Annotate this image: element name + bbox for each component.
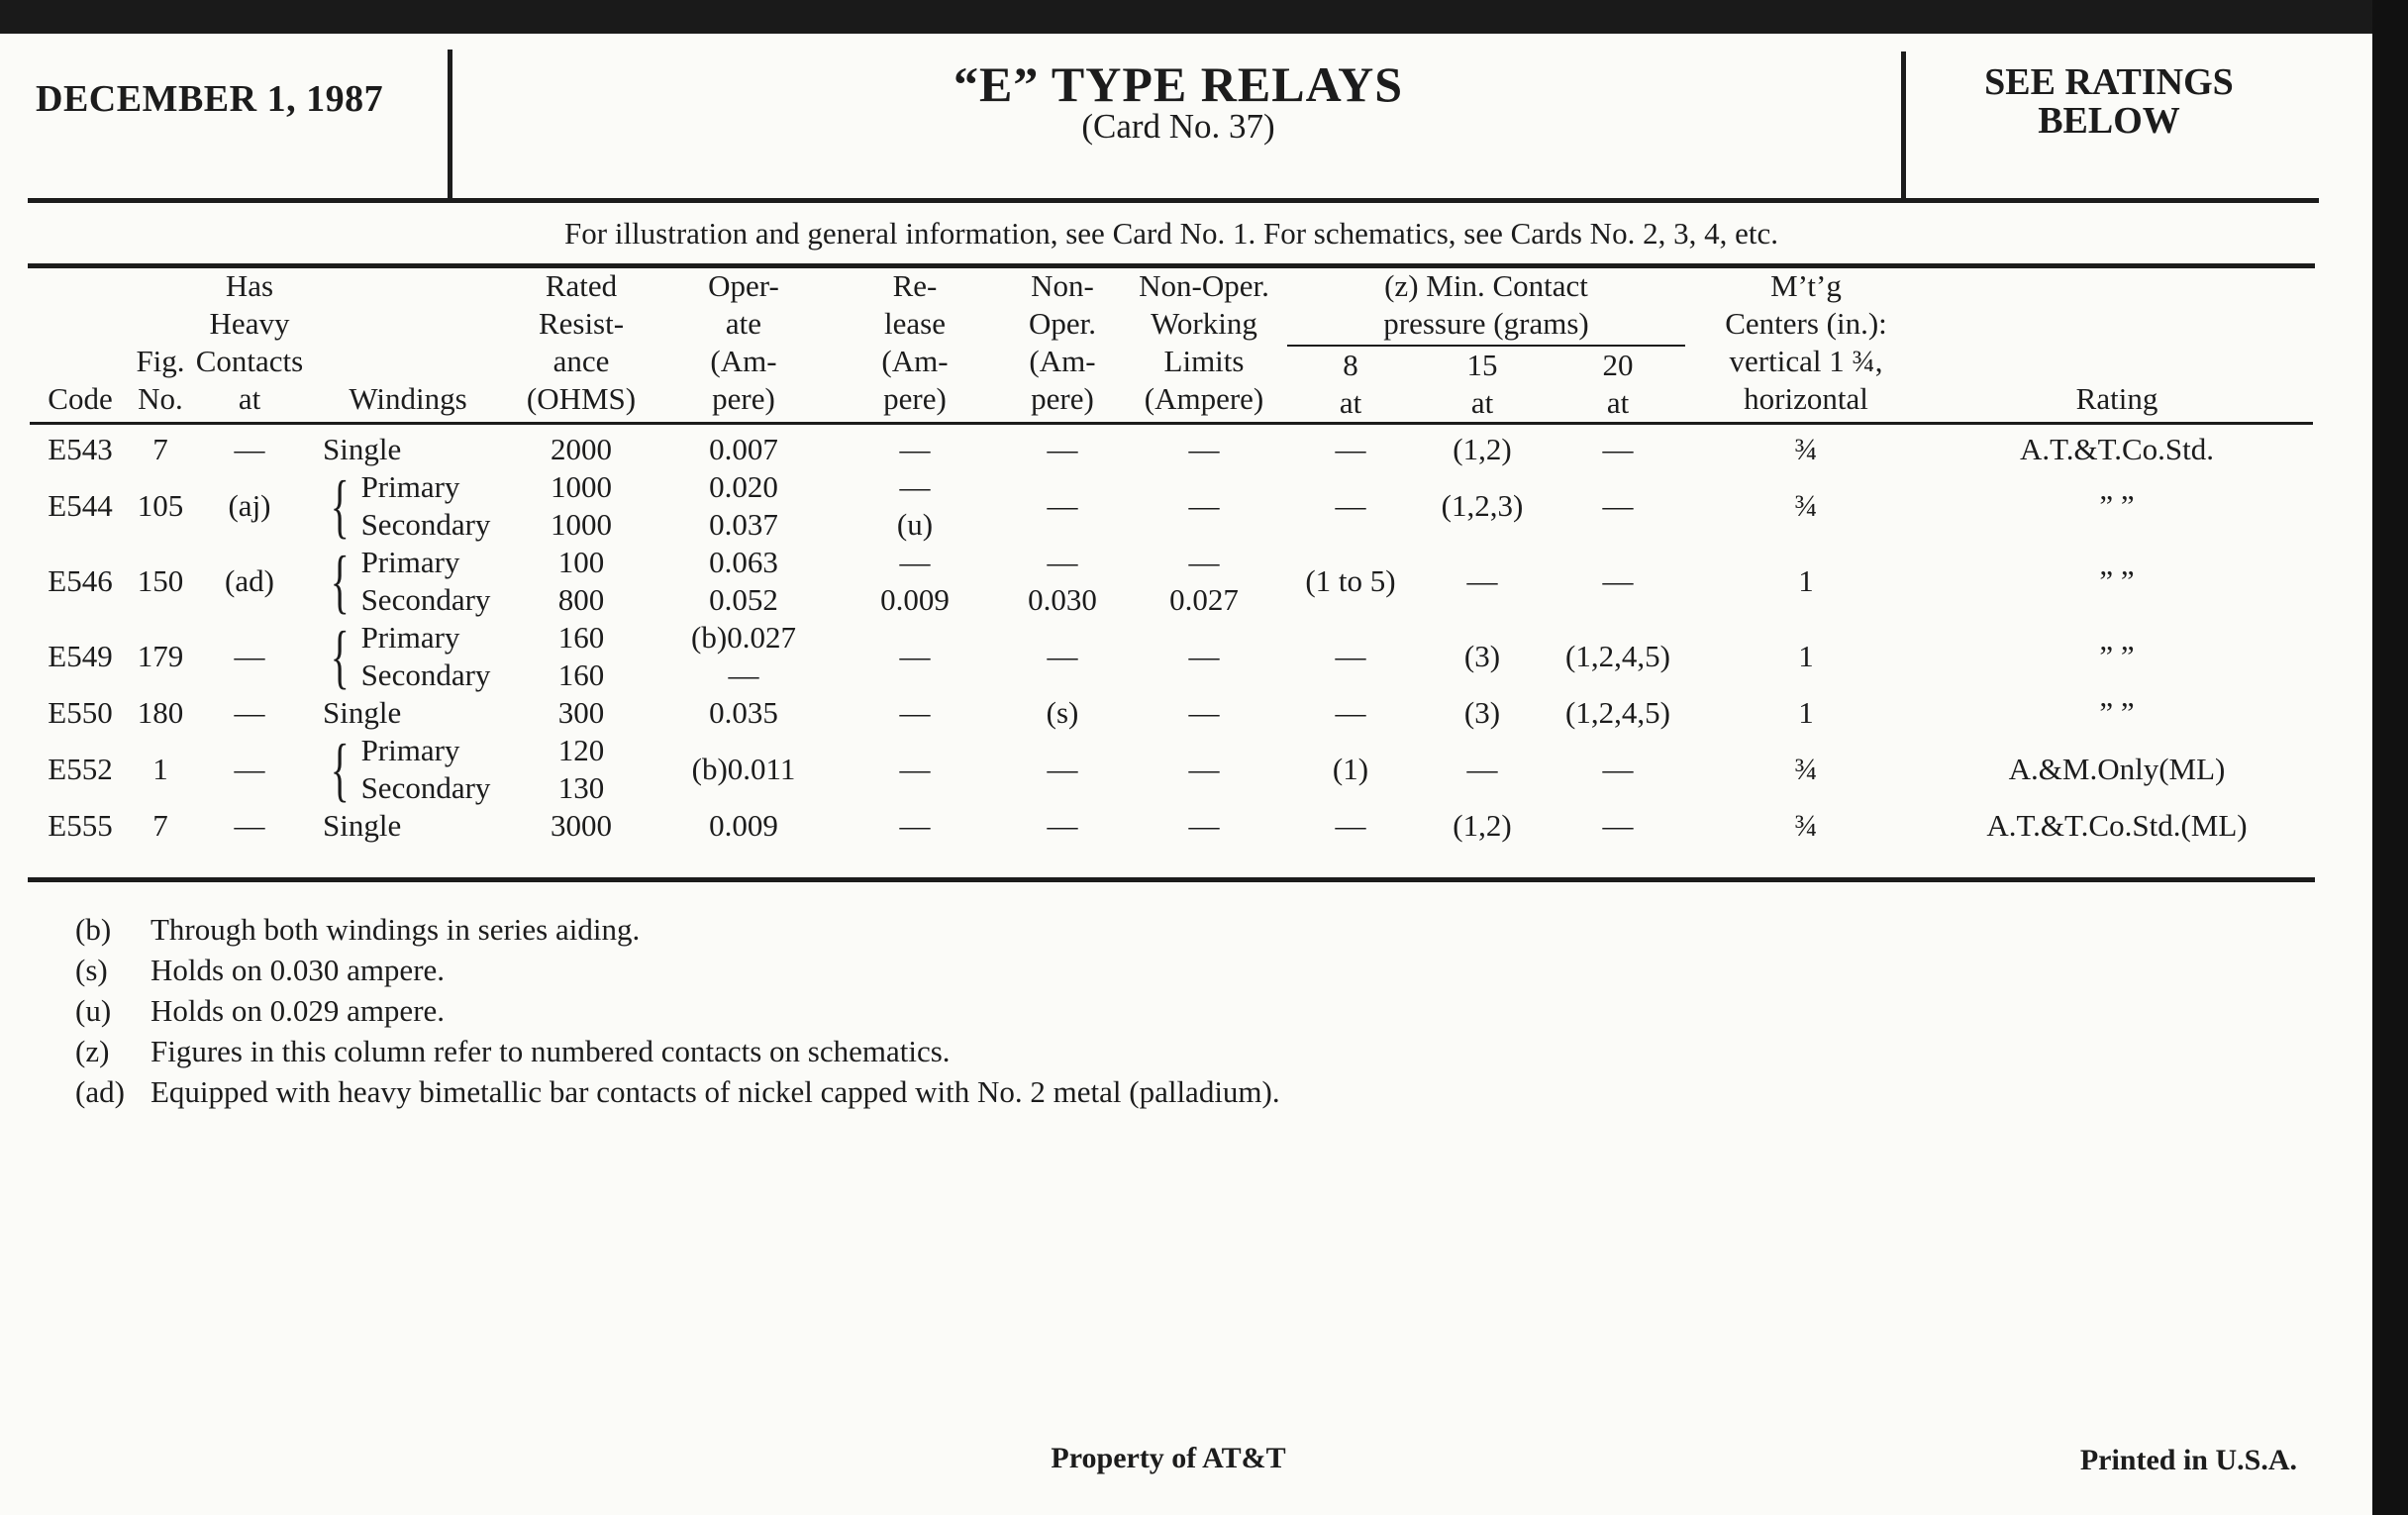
header-divider-right — [1901, 51, 1906, 200]
cell-release: — — [899, 639, 931, 673]
col-nonoper: Non- Oper. (Am- pere) — [1028, 268, 1096, 416]
cell-p20: — — [1602, 808, 1634, 843]
cell-contacts: — — [234, 639, 265, 673]
footnotes — [75, 909, 1280, 1112]
cell-mounting: ¾ — [1794, 808, 1818, 843]
footnote-ad: (ad) Equipped with heavy bimetallic bar contacts of nickel capped with No. 2 metal (palladium). — [75, 1074, 1280, 1109]
footnote-z: (z) Figures in this column refer to numbered contacts on schematics. — [75, 1034, 951, 1068]
cell-mounting: 1 — [1798, 563, 1814, 598]
header-ratings-line2: BELOW — [2038, 100, 2180, 142]
cell-windings: { Primary Secondary — [330, 617, 491, 696]
cell-p8: — — [1335, 639, 1366, 673]
cell-p8: (1 to 5) — [1305, 563, 1396, 598]
cell-operate: 0.007 — [709, 432, 778, 466]
cell-resistance: 300 — [557, 695, 605, 730]
cell-release: — — [899, 752, 931, 786]
cell-code: E555 — [48, 808, 113, 843]
col-mounting: M’t’g Centers (in.): vertical 1 ¾, horizontal — [1725, 268, 1887, 416]
header-date: DECEMBER 1, 1987 — [36, 78, 384, 120]
cell-nonoper: — — [1047, 488, 1078, 523]
cell-fig: 179 — [137, 639, 184, 673]
cell-operate: 0.009 — [709, 808, 778, 843]
cell-resistance: 160 160 — [557, 620, 605, 692]
cell-contacts: — — [234, 752, 265, 786]
cell-nonoper: (s) — [1046, 695, 1079, 730]
header-subtitle: (Card No. 37) — [1081, 107, 1275, 146]
cell-code: E552 — [48, 752, 113, 786]
cell-working: — — [1188, 639, 1220, 673]
cell-windings: { Primary Secondary — [330, 466, 491, 546]
cell-rating: ” ” — [2099, 695, 2135, 730]
cell-code: E546 — [48, 563, 113, 598]
cell-windings: Single — [323, 808, 402, 843]
cell-rating: ” ” — [2099, 488, 2135, 523]
cell-p20: (1,2,4,5) — [1565, 639, 1670, 673]
footer-printed: Printed in U.S.A. — [2079, 1444, 2297, 1476]
col-p20: 20 at — [1602, 348, 1634, 420]
cell-windings: { Primary Secondary — [330, 730, 491, 809]
cell-working: — — [1188, 695, 1220, 730]
col-windings: Windings — [349, 381, 467, 416]
table-row — [30, 424, 2313, 469]
cell-rating: ” ” — [2099, 563, 2135, 598]
cell-contacts: — — [234, 432, 265, 466]
table-row — [30, 694, 2313, 732]
cell-contacts: (aj) — [228, 488, 271, 523]
col-p15: 15 at — [1466, 348, 1498, 420]
footnote-u: (u) Holds on 0.029 ampere. — [75, 993, 446, 1028]
col-working: Non-Oper. Working Limits (Ampere) — [1139, 268, 1269, 416]
cell-resistance: 2000 — [551, 432, 612, 466]
relays-table — [30, 267, 2313, 849]
col-operate: Oper- ate (Am- pere) — [708, 268, 779, 416]
cell-fig: 7 — [152, 808, 168, 843]
table-bottom-rule — [28, 877, 2315, 882]
cell-p15: — — [1466, 563, 1498, 598]
cell-working: — — [1188, 488, 1220, 523]
cell-mounting: 1 — [1798, 695, 1814, 730]
cell-nonoper: — — [1047, 639, 1078, 673]
col-contacts: Has Heavy Contacts at — [195, 268, 304, 416]
cell-resistance: 3000 — [551, 808, 612, 843]
cell-rating: A.T.&T.Co.Std. — [2019, 432, 2215, 466]
cell-fig: 180 — [137, 695, 184, 730]
col-code: Code — [48, 381, 113, 416]
cell-p8: — — [1335, 488, 1366, 523]
cell-nonoper: — — [1047, 808, 1078, 843]
cell-fig: 105 — [137, 488, 184, 523]
scan-edge — [2372, 0, 2408, 1515]
brace-glyph: { — [330, 542, 350, 621]
brace-glyph: { — [330, 466, 350, 546]
footnote-b: (b) Through both windings in series aiding. — [75, 912, 641, 947]
cell-mounting: ¾ — [1794, 488, 1818, 523]
header-ratings — [1911, 63, 2307, 141]
table-row — [30, 732, 2313, 807]
cell-release: — — [899, 808, 931, 843]
cell-fig: 150 — [137, 563, 184, 598]
header-divider-left — [448, 50, 452, 198]
cell-p8: — — [1335, 695, 1366, 730]
cell-windings: Single — [323, 695, 402, 730]
cell-p15: (1,2) — [1453, 432, 1512, 466]
col-rating: Rating — [2075, 381, 2158, 416]
cell-p8: — — [1335, 432, 1366, 466]
cell-operate: (b)0.011 — [691, 752, 796, 786]
cell-working: — — [1188, 752, 1220, 786]
col-pressure-group — [1281, 267, 1691, 424]
table-row — [30, 619, 2313, 694]
brace-glyph: { — [330, 617, 350, 696]
cell-mounting: ¾ — [1794, 752, 1818, 786]
cell-code: E544 — [48, 488, 113, 523]
cell-contacts: (ad) — [225, 563, 274, 598]
cell-operate: 0.035 — [709, 695, 778, 730]
brace-glyph: { — [330, 730, 350, 809]
info-line: For illustration and general information, see Card No. 1. For schematics, see Cards No. 2, 3, 4, etc. — [564, 216, 1778, 251]
cell-release: — — [899, 695, 931, 730]
table-header-row — [30, 267, 2313, 424]
cell-contacts: — — [234, 695, 265, 730]
footnote-s: (s) Holds on 0.030 ampere. — [75, 953, 446, 987]
table-row — [30, 468, 2313, 544]
cell-code: E550 — [48, 695, 113, 730]
cell-release: — (u) — [896, 469, 934, 542]
col-p8: 8 at — [1339, 348, 1362, 420]
pressure-group-subtitle: pressure (grams) — [1287, 305, 1685, 347]
cell-p20: — — [1602, 488, 1634, 523]
cell-rating: A.&M.Only(ML) — [2008, 752, 2226, 786]
cell-resistance: 120 130 — [557, 733, 605, 805]
cell-windings: { Primary Secondary — [330, 542, 491, 621]
cell-fig: 7 — [152, 432, 168, 466]
cell-p20: (1,2,4,5) — [1565, 695, 1670, 730]
cell-p8: — — [1335, 808, 1366, 843]
cell-working: — — [1188, 432, 1220, 466]
col-resistance: Rated Resist- ance (OHMS) — [526, 268, 637, 416]
table-row — [30, 807, 2313, 849]
cell-windings: Single — [323, 432, 402, 466]
cell-p20: — — [1602, 563, 1634, 598]
cell-resistance: 1000 1000 — [551, 469, 612, 542]
cell-fig: 1 — [152, 752, 168, 786]
cell-working: — — [1188, 808, 1220, 843]
cell-operate: (b)0.027 — — [691, 620, 796, 692]
cell-release: — 0.009 — [880, 545, 950, 617]
col-fig: Fig. No. — [136, 344, 185, 416]
table-row — [30, 544, 2313, 619]
cell-p15: (3) — [1463, 695, 1501, 730]
pressure-group-title: (z) Min. Contact — [1384, 268, 1588, 303]
cell-release: — — [899, 432, 931, 466]
cell-p15: (1,2) — [1453, 808, 1512, 843]
cell-resistance: 100 800 — [557, 545, 605, 617]
cell-rating: ” ” — [2099, 639, 2135, 673]
cell-contacts: — — [234, 808, 265, 843]
cell-mounting: 1 — [1798, 639, 1814, 673]
footer-property: Property of AT&T — [1051, 1442, 1286, 1474]
cell-mounting: ¾ — [1794, 432, 1818, 466]
cell-nonoper: — — [1047, 432, 1078, 466]
cell-p15: (1,2,3) — [1441, 488, 1524, 523]
cell-code: E543 — [48, 432, 113, 466]
header-ratings-line1: SEE RATINGS — [1984, 61, 2234, 103]
table-body — [30, 424, 2313, 850]
cell-nonoper: — — [1047, 752, 1078, 786]
header-title: “E” TYPE RELAYS — [953, 56, 1404, 112]
cell-rating: A.T.&T.Co.Std.(ML) — [1986, 808, 2248, 843]
cell-code: E549 — [48, 639, 113, 673]
cell-p15: — — [1466, 752, 1498, 786]
cell-operate: 0.020 0.037 — [709, 469, 778, 542]
cell-operate: 0.063 0.052 — [709, 545, 778, 617]
cell-p15: (3) — [1463, 639, 1501, 673]
header-rule — [28, 198, 2319, 203]
cell-p20: — — [1602, 752, 1634, 786]
col-release: Re- lease (Am- pere) — [881, 268, 949, 416]
cell-p8: (1) — [1332, 752, 1369, 786]
cell-nonoper: — 0.030 — [1028, 545, 1097, 617]
cell-working: — 0.027 — [1169, 545, 1239, 617]
cell-p20: — — [1602, 432, 1634, 466]
